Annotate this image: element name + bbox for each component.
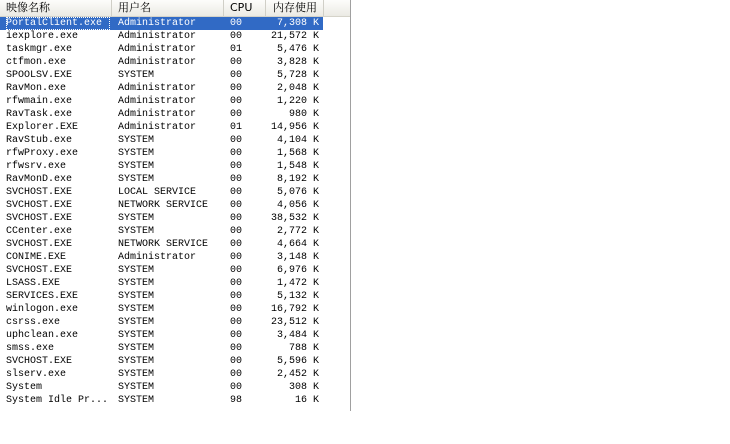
user-name-cell: Administrator — [118, 96, 197, 107]
process-name-cell: SPOOLSV.EXE — [6, 70, 73, 81]
user-name-cell: SYSTEM — [118, 70, 155, 81]
cpu-cell: 00 — [230, 317, 243, 328]
memory-cell: 7,308 K — [276, 18, 319, 29]
memory-cell: 5,728 K — [276, 70, 319, 81]
user-name-cell: Administrator — [118, 252, 197, 263]
cpu-cell: 01 — [230, 44, 243, 55]
process-name-cell: RavStub.exe — [6, 135, 73, 146]
cpu-cell: 00 — [230, 135, 243, 146]
table-row[interactable] — [0, 381, 350, 394]
table-row[interactable] — [0, 186, 350, 199]
cpu-cell: 00 — [230, 161, 243, 172]
cpu-cell: 00 — [230, 31, 243, 42]
user-name-cell: Administrator — [118, 122, 197, 133]
user-name-cell: SYSTEM — [118, 330, 155, 341]
column-header-label: 用户名 — [118, 1, 151, 14]
user-name-cell: SYSTEM — [118, 291, 155, 302]
process-name-cell: SVCHOST.EXE — [6, 356, 73, 367]
cpu-cell: 00 — [230, 18, 243, 29]
table-row[interactable] — [0, 108, 350, 121]
cpu-cell: 00 — [230, 200, 243, 211]
process-name-cell: iexplore.exe — [6, 31, 79, 42]
process-name-cell: SVCHOST.EXE — [6, 265, 73, 276]
table-row[interactable] — [0, 56, 350, 69]
cpu-cell: 01 — [230, 122, 243, 133]
user-name-cell: SYSTEM — [118, 174, 155, 185]
user-name-cell: NETWORK SERVICE — [118, 239, 209, 250]
cpu-cell: 00 — [230, 174, 243, 185]
table-row[interactable] — [0, 134, 350, 147]
cpu-cell: 00 — [230, 252, 243, 263]
cpu-cell: 00 — [230, 187, 243, 198]
process-name-cell: SERVICES.EXE — [6, 291, 79, 302]
user-name-cell: SYSTEM — [118, 135, 155, 146]
cpu-cell: 00 — [230, 96, 243, 107]
user-name-cell: Administrator — [118, 18, 197, 29]
user-name-cell: SYSTEM — [118, 343, 155, 354]
cpu-cell: 00 — [230, 356, 243, 367]
user-name-cell: Administrator — [118, 31, 197, 42]
process-rows — [0, 17, 350, 407]
process-name-cell: RavTask.exe — [6, 109, 73, 120]
table-row[interactable] — [0, 290, 350, 303]
process-name-cell: slserv.exe — [6, 369, 67, 380]
table-row[interactable] — [0, 173, 350, 186]
process-name-cell: System — [6, 382, 43, 393]
cpu-cell: 98 — [230, 395, 243, 406]
memory-cell: 308 K — [288, 382, 319, 393]
table-row[interactable] — [0, 95, 350, 108]
memory-cell: 38,532 K — [270, 213, 319, 224]
user-name-cell: SYSTEM — [118, 304, 155, 315]
memory-cell: 2,452 K — [276, 369, 319, 380]
memory-cell: 5,076 K — [276, 187, 319, 198]
user-name-cell: SYSTEM — [118, 278, 155, 289]
process-name-cell: Explorer.EXE — [6, 122, 79, 133]
cpu-cell: 00 — [230, 148, 243, 159]
table-row[interactable] — [0, 277, 350, 290]
process-name-cell: SVCHOST.EXE — [6, 200, 73, 211]
process-name-cell: SVCHOST.EXE — [6, 239, 73, 250]
table-row[interactable] — [0, 355, 350, 368]
process-name-cell: uphclean.exe — [6, 330, 79, 341]
table-row[interactable] — [0, 212, 350, 225]
user-name-cell: NETWORK SERVICE — [118, 200, 209, 211]
process-name-cell: LSASS.EXE — [6, 278, 61, 289]
table-row[interactable] — [0, 17, 323, 30]
cpu-cell: 00 — [230, 304, 243, 315]
user-name-cell: SYSTEM — [118, 356, 155, 367]
cpu-cell: 00 — [230, 213, 243, 224]
memory-cell: 2,772 K — [276, 226, 319, 237]
cpu-cell: 00 — [230, 330, 243, 341]
process-name-cell: smss.exe — [6, 343, 55, 354]
user-name-cell: SYSTEM — [118, 148, 155, 159]
column-header-user-name[interactable] — [112, 0, 224, 16]
user-name-cell: SYSTEM — [118, 382, 155, 393]
memory-cell: 3,484 K — [276, 330, 319, 341]
process-name-cell: RavMonD.exe — [6, 174, 73, 185]
user-name-cell: SYSTEM — [118, 213, 155, 224]
column-header-memory[interactable] — [266, 0, 324, 16]
process-name-cell: SVCHOST.EXE — [6, 213, 73, 224]
column-header-cpu[interactable] — [224, 0, 266, 16]
memory-cell: 4,664 K — [276, 239, 319, 250]
cpu-cell: 00 — [230, 226, 243, 237]
process-name-cell: csrss.exe — [6, 317, 61, 328]
user-name-cell: SYSTEM — [118, 395, 155, 406]
memory-cell: 980 K — [288, 109, 319, 120]
user-name-cell: SYSTEM — [118, 317, 155, 328]
user-name-cell: Administrator — [118, 83, 197, 94]
user-name-cell: LOCAL SERVICE — [118, 187, 197, 198]
user-name-cell: SYSTEM — [118, 265, 155, 276]
memory-cell: 8,192 K — [276, 174, 319, 185]
process-name-cell: rfwmain.exe — [6, 96, 73, 107]
table-row[interactable] — [0, 264, 350, 277]
process-list[interactable] — [0, 0, 351, 411]
process-name-cell: CONIME.EXE — [6, 252, 67, 263]
cpu-cell: 00 — [230, 369, 243, 380]
user-name-cell: Administrator — [118, 57, 197, 68]
table-row[interactable] — [0, 342, 350, 355]
cpu-cell: 00 — [230, 382, 243, 393]
table-row[interactable] — [0, 121, 350, 134]
user-name-cell: SYSTEM — [118, 369, 155, 380]
cpu-cell: 00 — [230, 109, 243, 120]
table-row[interactable] — [0, 43, 350, 56]
process-name-cell: winlogon.exe — [6, 304, 79, 315]
process-name-cell: rfwProxy.exe — [6, 148, 79, 159]
process-name-cell: ctfmon.exe — [6, 57, 67, 68]
cpu-cell: 00 — [230, 291, 243, 302]
memory-cell: 2,048 K — [276, 83, 319, 94]
memory-cell: 5,476 K — [276, 44, 319, 55]
memory-cell: 5,596 K — [276, 356, 319, 367]
memory-cell: 4,056 K — [276, 200, 319, 211]
table-row[interactable] — [0, 316, 350, 329]
column-header-label: 内存使用 — [273, 1, 317, 14]
memory-cell: 1,472 K — [276, 278, 319, 289]
column-header-image-name[interactable] — [0, 0, 112, 16]
user-name-cell: SYSTEM — [118, 161, 155, 172]
memory-cell: 1,548 K — [276, 161, 319, 172]
column-header-label: CPU — [230, 1, 253, 14]
cpu-cell: 00 — [230, 57, 243, 68]
memory-cell: 1,568 K — [276, 148, 319, 159]
cpu-cell: 00 — [230, 239, 243, 250]
table-row[interactable] — [0, 303, 350, 316]
memory-cell: 16,792 K — [270, 304, 319, 315]
user-name-cell: SYSTEM — [118, 226, 155, 237]
table-row[interactable] — [0, 30, 350, 43]
table-row[interactable] — [0, 251, 350, 264]
cpu-cell: 00 — [230, 70, 243, 81]
table-row[interactable] — [0, 160, 350, 173]
cpu-cell: 00 — [230, 265, 243, 276]
memory-cell: 6,976 K — [276, 265, 319, 276]
table-row[interactable] — [0, 82, 350, 95]
table-row[interactable] — [0, 199, 350, 212]
table-row[interactable] — [0, 368, 350, 381]
memory-cell: 3,828 K — [276, 57, 319, 68]
table-row[interactable] — [0, 69, 350, 82]
memory-cell: 3,148 K — [276, 252, 319, 263]
cpu-cell: 00 — [230, 83, 243, 94]
memory-cell: 21,572 K — [270, 31, 319, 42]
list-header — [0, 0, 350, 17]
process-name-cell: System Idle Pr... — [6, 395, 109, 406]
memory-cell: 4,104 K — [276, 135, 319, 146]
user-name-cell: Administrator — [118, 44, 197, 55]
process-name-cell: RavMon.exe — [6, 83, 67, 94]
process-name-cell: SVCHOST.EXE — [6, 187, 73, 198]
process-name-cell: CCenter.exe — [6, 226, 73, 237]
cpu-cell: 00 — [230, 278, 243, 289]
process-name-cell: PortalClient.exe — [6, 17, 110, 30]
table-row[interactable] — [0, 147, 350, 160]
cpu-cell: 00 — [230, 343, 243, 354]
user-name-cell: Administrator — [118, 109, 197, 120]
memory-cell: 16 K — [294, 395, 319, 406]
table-row[interactable] — [0, 238, 350, 251]
table-row[interactable] — [0, 329, 350, 342]
process-name-cell: taskmgr.exe — [6, 44, 73, 55]
memory-cell: 14,956 K — [270, 122, 319, 133]
memory-cell: 23,512 K — [270, 317, 319, 328]
memory-cell: 788 K — [288, 343, 319, 354]
memory-cell: 1,220 K — [276, 96, 319, 107]
table-row[interactable] — [0, 394, 350, 407]
table-row[interactable] — [0, 225, 350, 238]
column-header-label: 映像名称 — [6, 1, 50, 14]
memory-cell: 5,132 K — [276, 291, 319, 302]
process-name-cell: rfwsrv.exe — [6, 161, 67, 172]
